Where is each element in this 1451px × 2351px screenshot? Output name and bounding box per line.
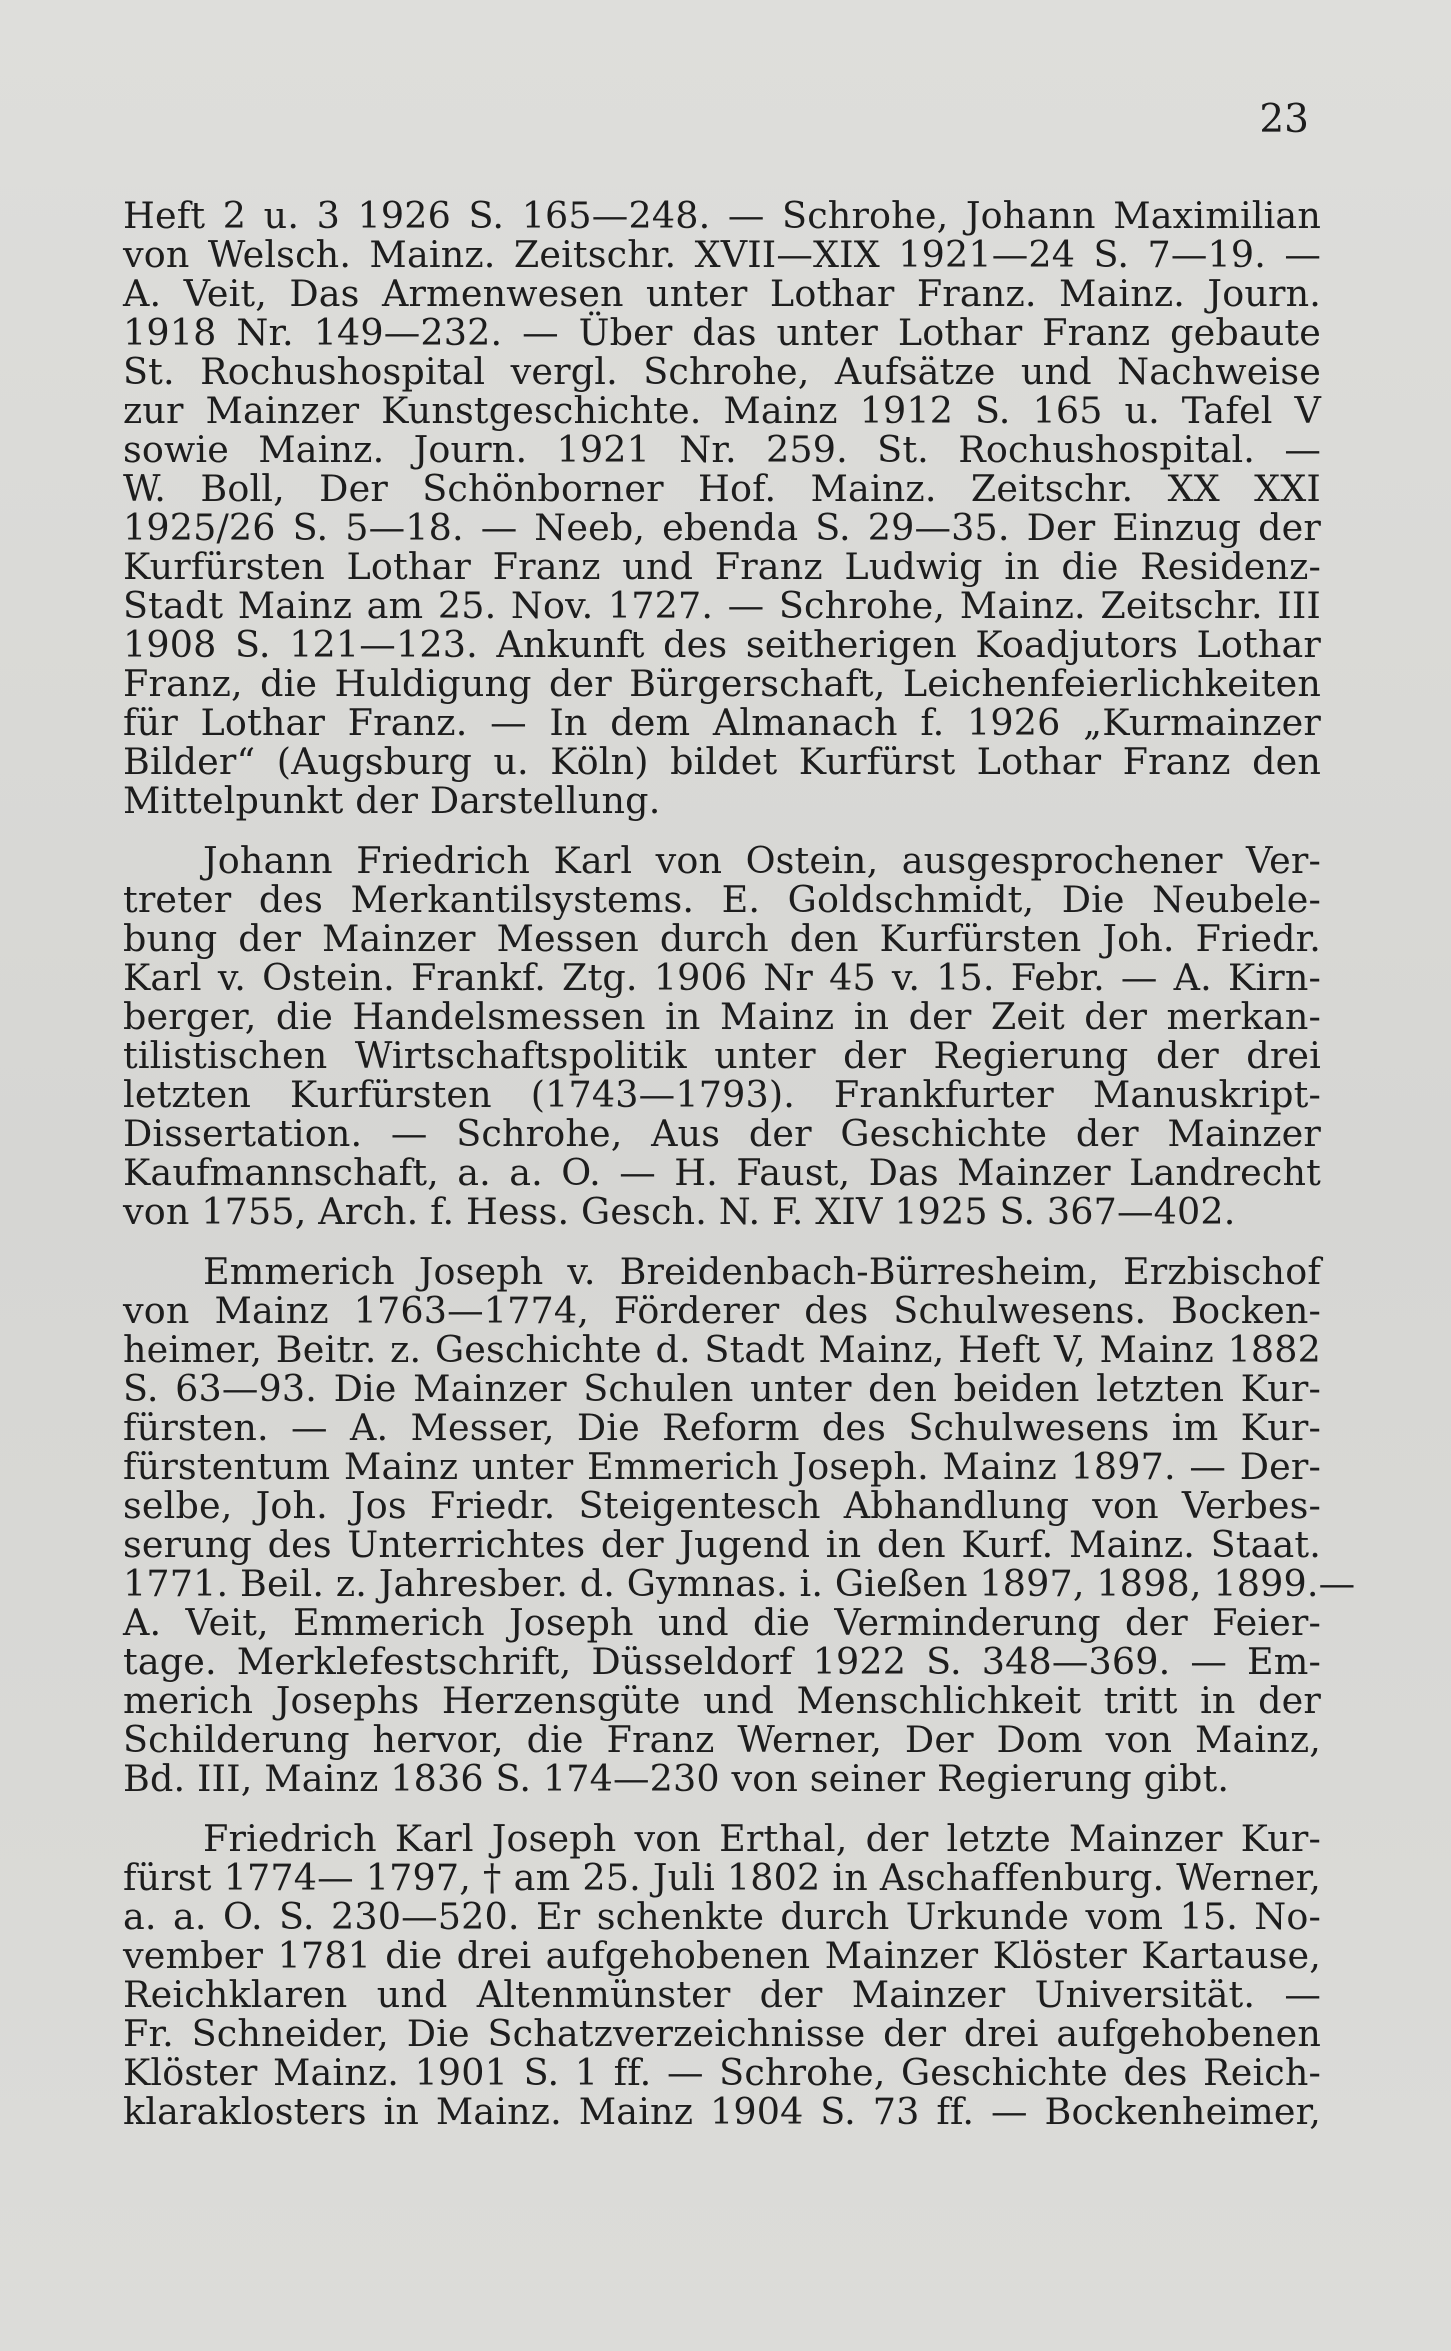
text-line: Kurfürsten Lothar Franz und Franz Ludwig in die Residenz- <box>123 545 1321 588</box>
text-line: von Mainz 1763—1774, Förderer des Schulwesens. Bocken- <box>123 1289 1321 1332</box>
text-line: Fr. Schneider, Die Schatzverzeichnisse der drei aufgehobenen <box>123 2012 1321 2055</box>
text-line: heimer, Beitr. z. Geschichte d. Stadt Mainz, Heft V, Mainz 1882 <box>123 1328 1321 1371</box>
text-line: fürst 1774— 1797, † am 25. Juli 1802 in Aschaffenburg. Werner, <box>123 1856 1321 1899</box>
paragraph-erthal-references <box>123 1819 1321 2131</box>
text-line: von Welsch. Mainz. Zeitschr. XVII—XIX 1921—24 S. 7—19. — <box>123 233 1321 276</box>
text-line: klaraklosters in Mainz. Mainz 1904 S. 73 ff. — Bockenheimer, <box>123 2090 1321 2133</box>
text-line: serung des Unterrichtes der Jugend in den Kurf. Mainz. Staat. <box>123 1523 1321 1566</box>
body-text <box>123 194 1356 2133</box>
text-line: St. Rochushospital vergl. Schrohe, Aufsätze und Nachweise <box>123 350 1321 393</box>
text-line: fürstentum Mainz unter Emmerich Joseph. Mainz 1897. — Der- <box>123 1445 1321 1488</box>
text-line: letzten Kurfürsten (1743—1793). Frankfurter Manuskript- <box>123 1073 1321 1116</box>
text-line: W. Boll, Der Schönborner Hof. Mainz. Zeitschr. XX XXI <box>123 467 1321 510</box>
text-line: Bd. III, Mainz 1836 S. 174—230 von seiner Regierung gibt. <box>123 1757 1230 1800</box>
paragraph-ostein-references <box>123 841 1321 1231</box>
text-line: zur Mainzer Kunstgeschichte. Mainz 1912 S. 165 u. Tafel V <box>123 389 1321 432</box>
text-line: Reichklaren und Altenmünster der Mainzer Universität. — <box>123 1973 1321 2016</box>
text-line: sowie Mainz. Journ. 1921 Nr. 259. St. Rochushospital. — <box>123 428 1321 471</box>
text-line: Mittelpunkt der Darstellung. <box>123 779 661 822</box>
text-line: Johann Friedrich Karl von Ostein, ausgesprochener Ver- <box>203 839 1321 882</box>
text-line: 1771. Beil. z. Jahresber. d. Gymnas. i. Gießen 1897, 1898, 1899.— <box>123 1562 1356 1605</box>
text-line: a. a. O. S. 230—520. Er schenkte durch Urkunde vom 15. No- <box>123 1895 1321 1938</box>
text-line: 1918 Nr. 149—232. — Über das unter Lothar Franz gebaute <box>123 311 1321 354</box>
text-line: tilistischen Wirtschaftspolitik unter der Regierung der drei <box>123 1034 1321 1077</box>
paragraph-lothar-franz-references <box>123 196 1321 820</box>
text-line: S. 63—93. Die Mainzer Schulen unter den beiden letzten Kur- <box>123 1367 1321 1410</box>
text-line: 1925/26 S. 5—18. — Neeb, ebenda S. 29—35. Der Einzug der <box>123 506 1321 549</box>
text-line: bung der Mainzer Messen durch den Kurfürsten Joh. Friedr. <box>123 917 1321 960</box>
text-line: von 1755, Arch. f. Hess. Gesch. N. F. XIV 1925 S. 367—402. <box>123 1190 1236 1233</box>
text-line: Friedrich Karl Joseph von Erthal, der letzte Mainzer Kur- <box>203 1817 1321 1860</box>
text-line: Stadt Mainz am 25. Nov. 1727. — Schrohe, Mainz. Zeitschr. III <box>123 584 1321 627</box>
text-line: Schilderung hervor, die Franz Werner, Der Dom von Mainz, <box>123 1718 1321 1761</box>
text-line: selbe, Joh. Jos Friedr. Steigentesch Abhandlung von Verbes- <box>123 1484 1321 1527</box>
text-line: Dissertation. — Schrohe, Aus der Geschichte der Mainzer <box>123 1112 1321 1155</box>
text-line: fürsten. — A. Messer, Die Reform des Schulwesens im Kur- <box>123 1406 1321 1449</box>
text-line: vember 1781 die drei aufgehobenen Mainzer Klöster Kartause, <box>123 1934 1321 1977</box>
text-line: Franz, die Huldigung der Bürgerschaft, Leichenfeierlichkeiten <box>123 662 1321 705</box>
text-line: Emmerich Joseph v. Breidenbach-Bürresheim, Erzbischof <box>203 1250 1321 1293</box>
page-number: 23 <box>1259 97 1309 142</box>
text-line: für Lothar Franz. — In dem Almanach f. 1926 „Kurmainzer <box>123 701 1321 744</box>
text-line: Klöster Mainz. 1901 S. 1 ff. — Schrohe, Geschichte des Reich- <box>123 2051 1321 2094</box>
text-line: treter des Merkantilsystems. E. Goldschmidt, Die Neubele- <box>123 878 1321 921</box>
text-line: tage. Merklefestschrift, Düsseldorf 1922 S. 348—369. — Em- <box>123 1640 1321 1683</box>
text-line: berger, die Handelsmessen in Mainz in der Zeit der merkan- <box>123 995 1321 1038</box>
text-line: 1908 S. 121—123. Ankunft des seitherigen Koadjutors Lothar <box>123 623 1321 666</box>
text-line: Karl v. Ostein. Frankf. Ztg. 1906 Nr 45 v. 15. Febr. — A. Kirn- <box>123 956 1321 999</box>
text-line: A. Veit, Das Armenwesen unter Lothar Franz. Mainz. Journ. <box>123 272 1321 315</box>
text-line: Kaufmannschaft, a. a. O. — H. Faust, Das Mainzer Landrecht <box>123 1151 1321 1194</box>
text-line: A. Veit, Emmerich Joseph und die Verminderung der Feier- <box>123 1601 1321 1644</box>
paragraph-emmerich-joseph-references <box>123 1250 1356 1800</box>
text-line: Bilder“ (Augsburg u. Köln) bildet Kurfürst Lothar Franz den <box>123 740 1321 783</box>
text-line: merich Josephs Herzensgüte und Menschlichkeit tritt in der <box>123 1679 1321 1722</box>
text-line: Heft 2 u. 3 1926 S. 165—248. — Schrohe, Johann Maximilian <box>123 194 1321 237</box>
